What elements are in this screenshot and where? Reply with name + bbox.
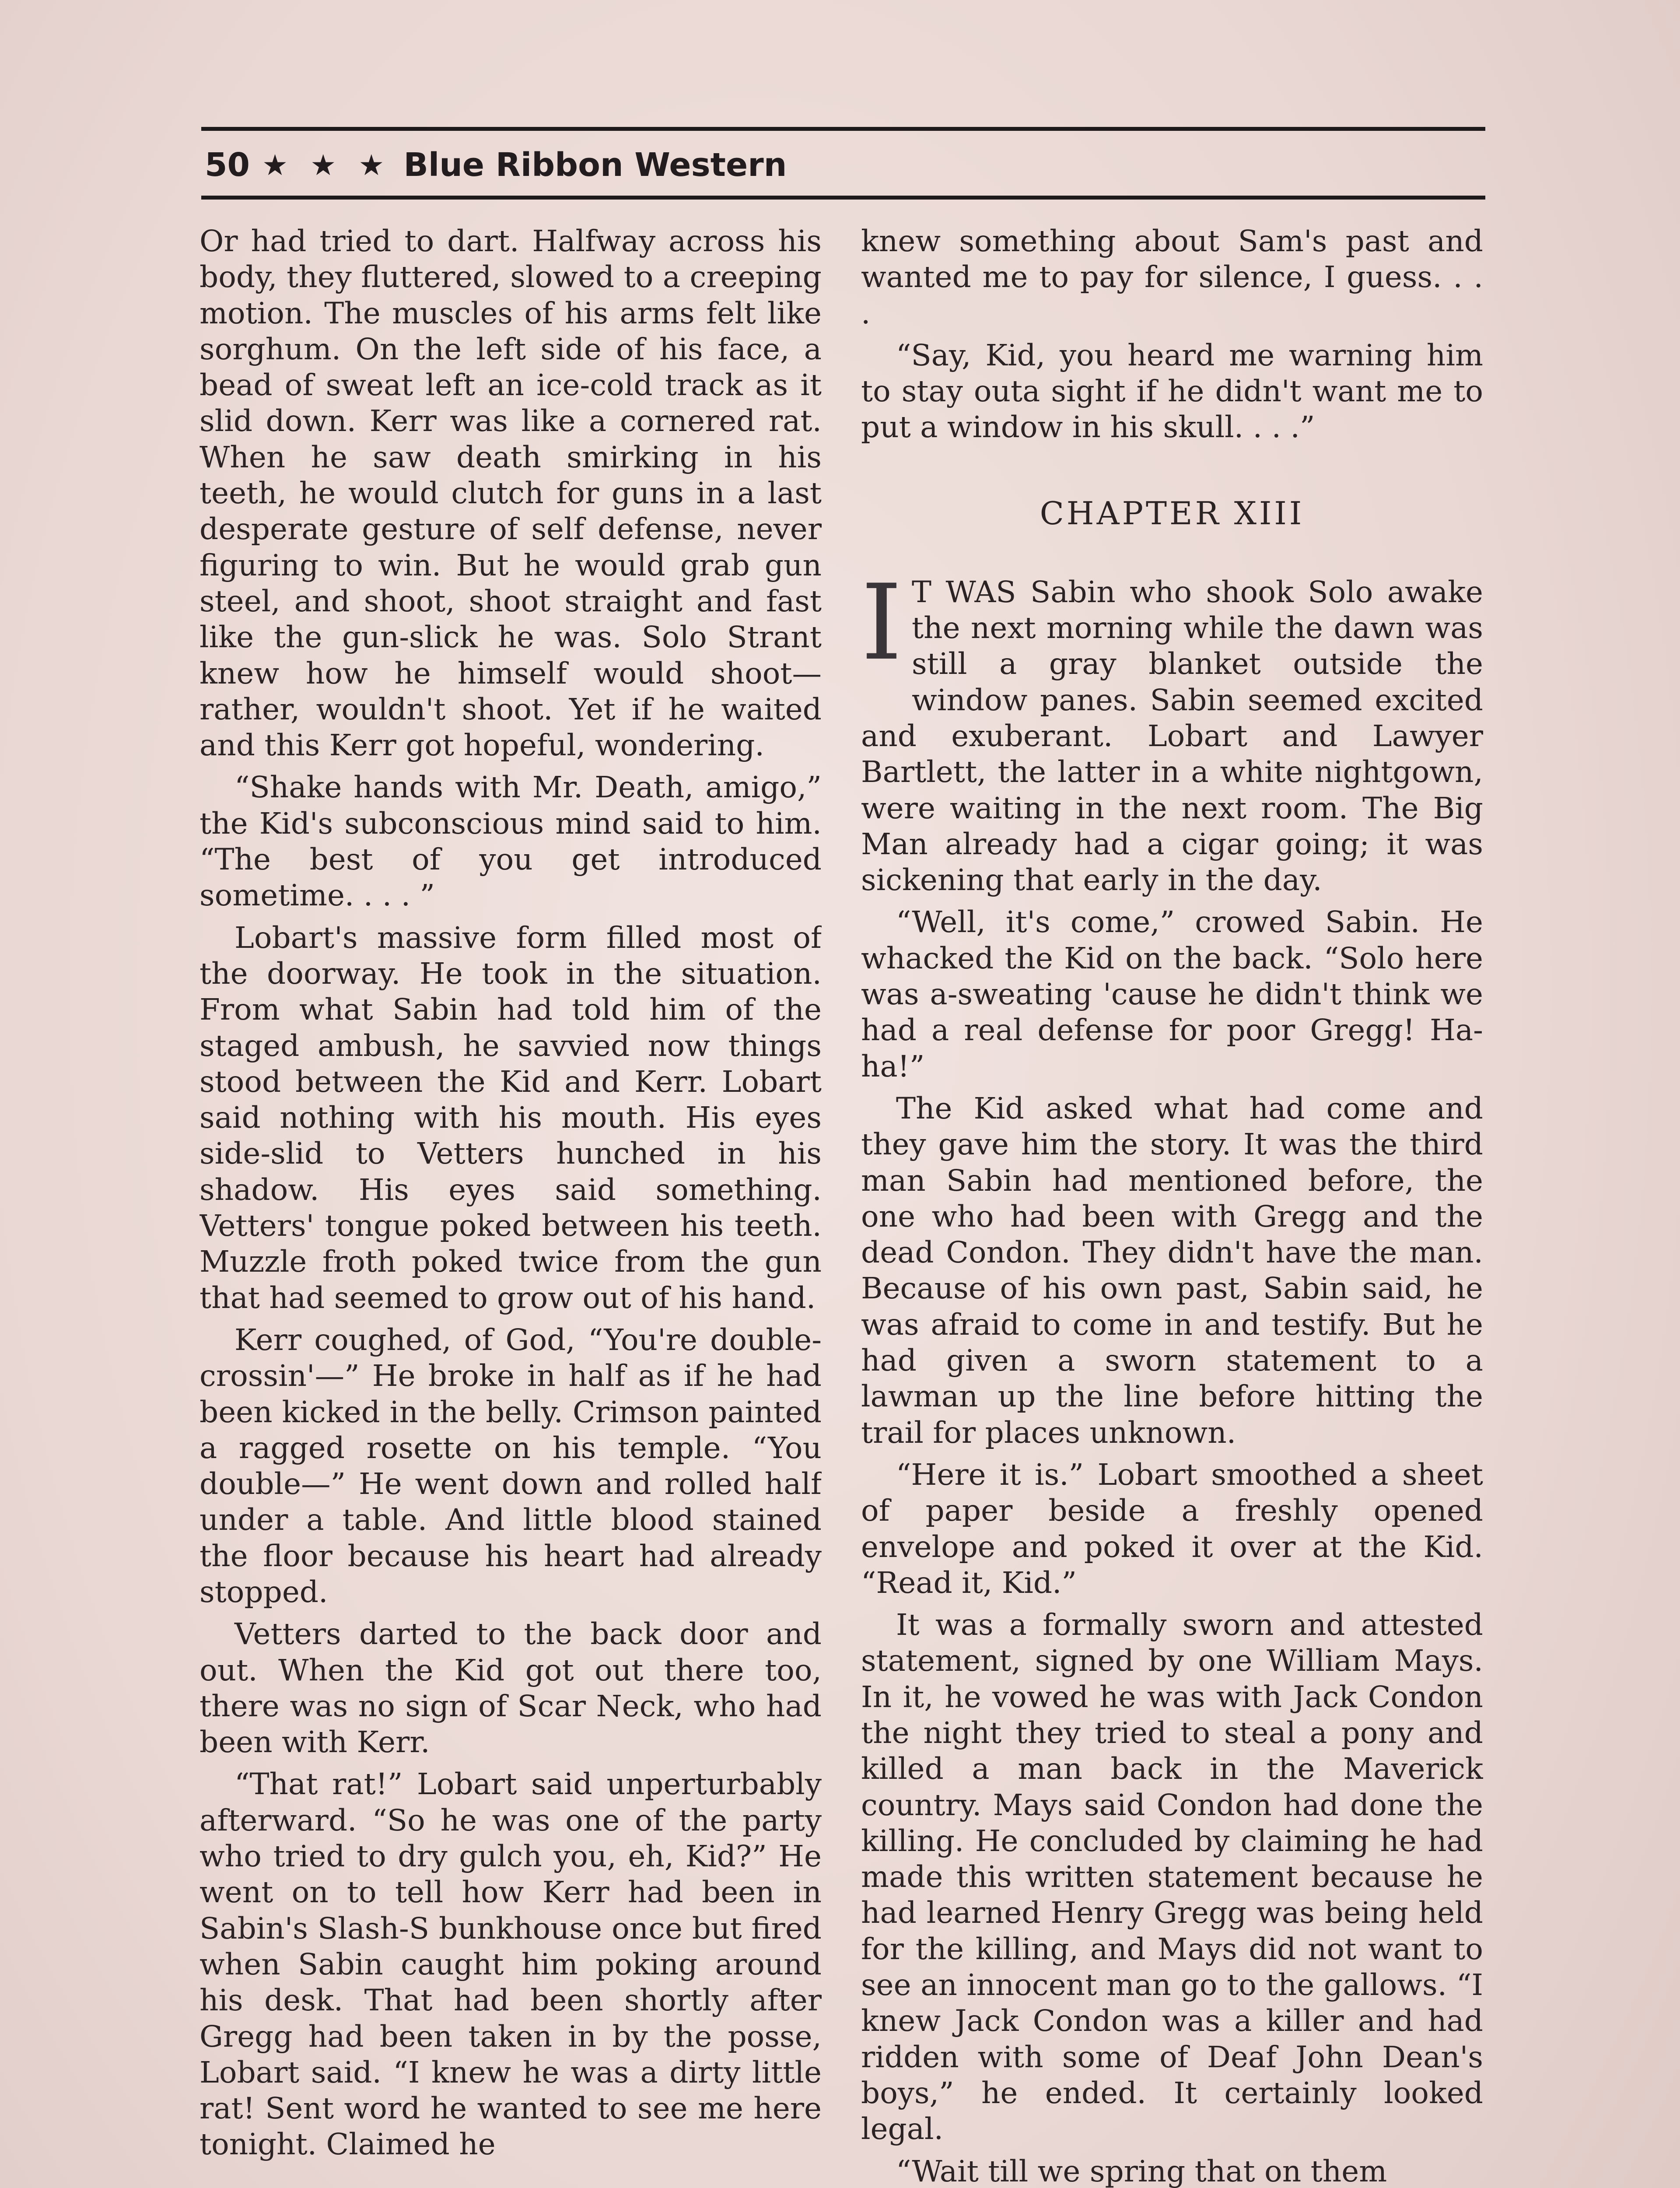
running-header [205,141,787,189]
paragraph: “Wait till we spring that on them [896,2153,1387,2188]
page-number: 50 [205,146,250,184]
paragraph: “Shake hands with Mr. Death, amigo,” the Kid's subconscious mind said to him. “The best of you get introduced sometime. . . . ” [200,770,822,913]
paragraph: Vetters darted to the back door and out. When the Kid got out there too, there was no sign of Scar Neck, who had been with Kerr. [200,1616,822,1760]
chapter-heading: CHAPTER XIII [1040,494,1305,532]
header-rule-top [201,127,1485,131]
paragraph-text: T WAS Sabin who shook Solo awake the next morning while the dawn was still a gray blanket outside the window panes. Sabin seemed excited and exuberant. Lobart and Lawyer Bartlett, the latter in a white nightgown, were waiting in the next room. The Big Man already had a cigar going; it was sickening that early in the day. [861,574,1483,898]
paragraph: Lobart's massive form filled most of the doorway. He took in the situation. From what Sabin had told him of the staged ambush, he savvied now things stood between the Kid and Kerr. Lobart said nothing with his mouth. His eyes side-slid to Vetters hunched in his shadow. His eyes said something. Vetters' tongue poked between his teeth. Muzzle froth poked twice from the gun that had seemed to grow out of his hand. [200,920,822,1315]
right-text-column [861,223,1483,2188]
paragraph: “Here it is.” Lobart smoothed a sheet of paper beside a freshly opened envelope and poked it over at the Kid. “Read it, Kid.” [861,1457,1483,1600]
paragraph: “Well, it's come,” crowed Sabin. He whacked the Kid on the back. “Solo here was a-sweating 'cause he didn't think we had a real defense for poor Gregg! Ha-ha!” [861,905,1483,1083]
star-ornament-icon: ★ ★ ★ [262,148,391,182]
left-text-column [200,223,822,2188]
paragraph: “That rat!” Lobart said unperturbably afterward. “So he was one of the party who tried to dry gulch you, eh, Kid?” He went on to tell how Kerr had been in Sabin's Slash-S bunkhouse once but fired when Sabin caught him poking around his desk. That had been shortly after Gregg had been taken in by the posse, Lobart said. “I knew he was a dirty little rat! Sent word he wanted to see me here tonight. Claimed he [200,1767,822,2162]
paragraph: The Kid asked what had come and they gave him the story. It was the third man Sabin had mentioned before, the one who had been with Gregg and the dead Condon. They didn't have the man. Because of his own past, Sabin said, he was afraid to come in and testify. But he had given a sworn statement to a lawman up the line before hitting the trail for places unknown. [861,1090,1483,1450]
paragraph: knew something about Sam's past and wanted me to pay for silence, I guess. . . . [861,224,1483,330]
chapter-opening-paragraph [861,562,1483,898]
paragraph: Or had tried to dart. Halfway across his body, they fluttered, slowed to a creeping motion. The muscles of his arms felt like sorghum. On the left side of his face, a bead of sweat left an ice-cold track as it slid down. Kerr was like a cornered rat. When he saw death smirking in his teeth, he would clutch for guns in a last desperate gesture of self defense, never figuring to win. But he would grab gun steel, and shoot, shoot straight and fast like the gun-slick he was. Solo Strant knew how he himself would shoot—rather, wouldn't shoot. Yet if he waited and this Kerr got hopeful, wondering. [200,224,822,763]
drop-cap: I [861,562,903,684]
magazine-title: Blue Ribbon Western [403,146,787,184]
paragraph: Kerr coughed, of God, “You're double-crossin'—” He broke in half as if he had been kicked in the belly. Crimson painted a ragged rosette on his temple. “You double—” He went down and rolled half under a table. And little blood stained the floor because his heart had already stopped. [200,1322,822,1609]
paragraph: “Say, Kid, you heard me warning him to stay outa sight if he didn't want me to put a window in his skull. . . .” [861,337,1483,445]
paragraph: It was a formally sworn and attested statement, signed by one William Mays. In it, he vowed he was with Jack Condon the night they tried to steal a pony and killed a man back in the Maverick country. Mays said Condon had done the killing. He concluded by claiming he had made this written statement because he had learned Henry Gregg was being held for the killing, and Mays did not want to see an innocent man go to the gallows. “I knew Jack Condon was a killer and had ridden with some of Deaf John Dean's boys,” he ended. It certainly looked legal. [861,1607,1483,2146]
header-rule-bottom [201,196,1485,200]
